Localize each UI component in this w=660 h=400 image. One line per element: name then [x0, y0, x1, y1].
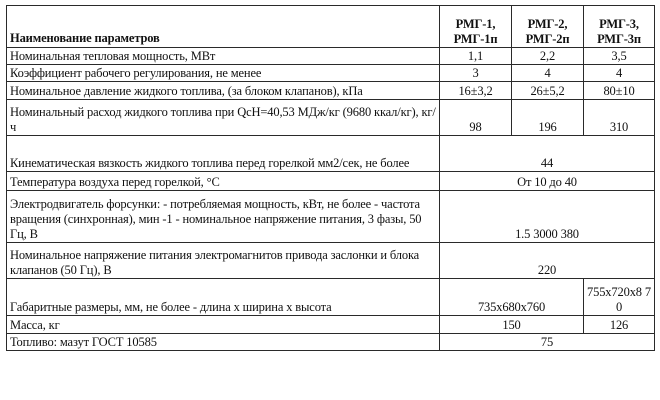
row-label-mass: Масса, кг — [7, 316, 440, 334]
table-row — [7, 172, 655, 191]
cell-thermal-power-rmg1: 1,1 — [440, 48, 512, 65]
header-parameters: Наименование параметров — [7, 6, 440, 48]
cell-fuel-pressure-rmg2: 26±5,2 — [512, 82, 584, 100]
table-row — [7, 334, 655, 351]
table-header-row — [7, 6, 655, 48]
row-label-dimensions: Габаритные размеры, мм, не более - длина х ширина х высота — [7, 279, 440, 316]
specifications-table — [6, 5, 655, 351]
cell-fuel-pressure-rmg3: 80±10 — [584, 82, 655, 100]
cell-fuel-consumption-rmg3: 310 — [584, 100, 655, 136]
row-label-fuel-consumption: Номинальный расход жидкого топлива при QcH=40,53 МДж/кг (9680 ккал/кг), кг/ч — [7, 100, 440, 136]
header-col-rmg3-line1: РМГ-3, — [599, 17, 639, 31]
cell-thermal-power-rmg2: 2,2 — [512, 48, 584, 65]
table-row — [7, 100, 655, 136]
cell-fuel-consumption-rmg2: 196 — [512, 100, 584, 136]
row-label-regulation-coefficient: Коэффициент рабочего регулирования, не менее — [7, 65, 440, 82]
table-row — [7, 243, 655, 279]
table-row — [7, 191, 655, 243]
cell-air-temperature-all: От 10 до 40 — [440, 172, 655, 191]
cell-fuel-type-all: 75 — [440, 334, 655, 351]
header-col-rmg1-line2: РМГ-1п — [453, 32, 498, 46]
table-row — [7, 65, 655, 82]
cell-regulation-rmg3: 4 — [584, 65, 655, 82]
cell-regulation-rmg1: 3 — [440, 65, 512, 82]
header-col-rmg2 — [512, 6, 584, 48]
table-row — [7, 48, 655, 65]
row-label-injector-motor: Электродвигатель форсунки: - потребляемая мощность, кВт, не более - частота вращения (синхронная), мин -1 - номинальное напряжение питания, 3 фазы, 50 Гц, В — [7, 191, 440, 243]
table-row — [7, 136, 655, 172]
header-col-rmg3-line2: РМГ-3п — [597, 32, 641, 46]
row-label-fuel-type: Топливо: мазут ГОСТ 10585 — [7, 334, 440, 351]
header-col-rmg1-line1: РМГ-1, — [455, 17, 496, 31]
cell-electromagnet-voltage-all: 220 — [440, 243, 655, 279]
cell-fuel-pressure-rmg1: 16±3,2 — [440, 82, 512, 100]
cell-fuel-consumption-rmg1: 98 — [440, 100, 512, 136]
header-col-rmg2-line1: РМГ-2, — [527, 17, 568, 31]
row-label-air-temperature: Температура воздуха перед горелкой, °С — [7, 172, 440, 191]
cell-mass-rmg1-rmg2: 150 — [440, 316, 584, 334]
cell-thermal-power-rmg3: 3,5 — [584, 48, 655, 65]
row-label-electromagnet-voltage: Номинальное напряжение питания электромагнитов привода заслонки и блока клапанов (50 Гц), В — [7, 243, 440, 279]
cell-injector-motor-all: 1.5 3000 380 — [440, 191, 655, 243]
table-row — [7, 279, 655, 316]
table-row — [7, 82, 655, 100]
cell-dimensions-rmg1-rmg2: 735x680x760 — [440, 279, 584, 316]
header-col-rmg2-line2: РМГ-2п — [525, 32, 570, 46]
table-row — [7, 316, 655, 334]
header-col-rmg1 — [440, 6, 512, 48]
header-col-rmg3 — [584, 6, 655, 48]
spec-table-container — [6, 5, 654, 351]
cell-dimensions-rmg3: 755x720x8 70 — [584, 279, 655, 316]
cell-regulation-rmg2: 4 — [512, 65, 584, 82]
cell-viscosity-all: 44 — [440, 136, 655, 172]
row-label-viscosity: Кинематическая вязкость жидкого топлива перед горелкой мм2/сек, не более — [7, 136, 440, 172]
row-label-thermal-power: Номинальная тепловая мощность, МВт — [7, 48, 440, 65]
row-label-fuel-pressure: Номинальное давление жидкого топлива, (за блоком клапанов), кПа — [7, 82, 440, 100]
cell-mass-rmg3: 126 — [584, 316, 655, 334]
